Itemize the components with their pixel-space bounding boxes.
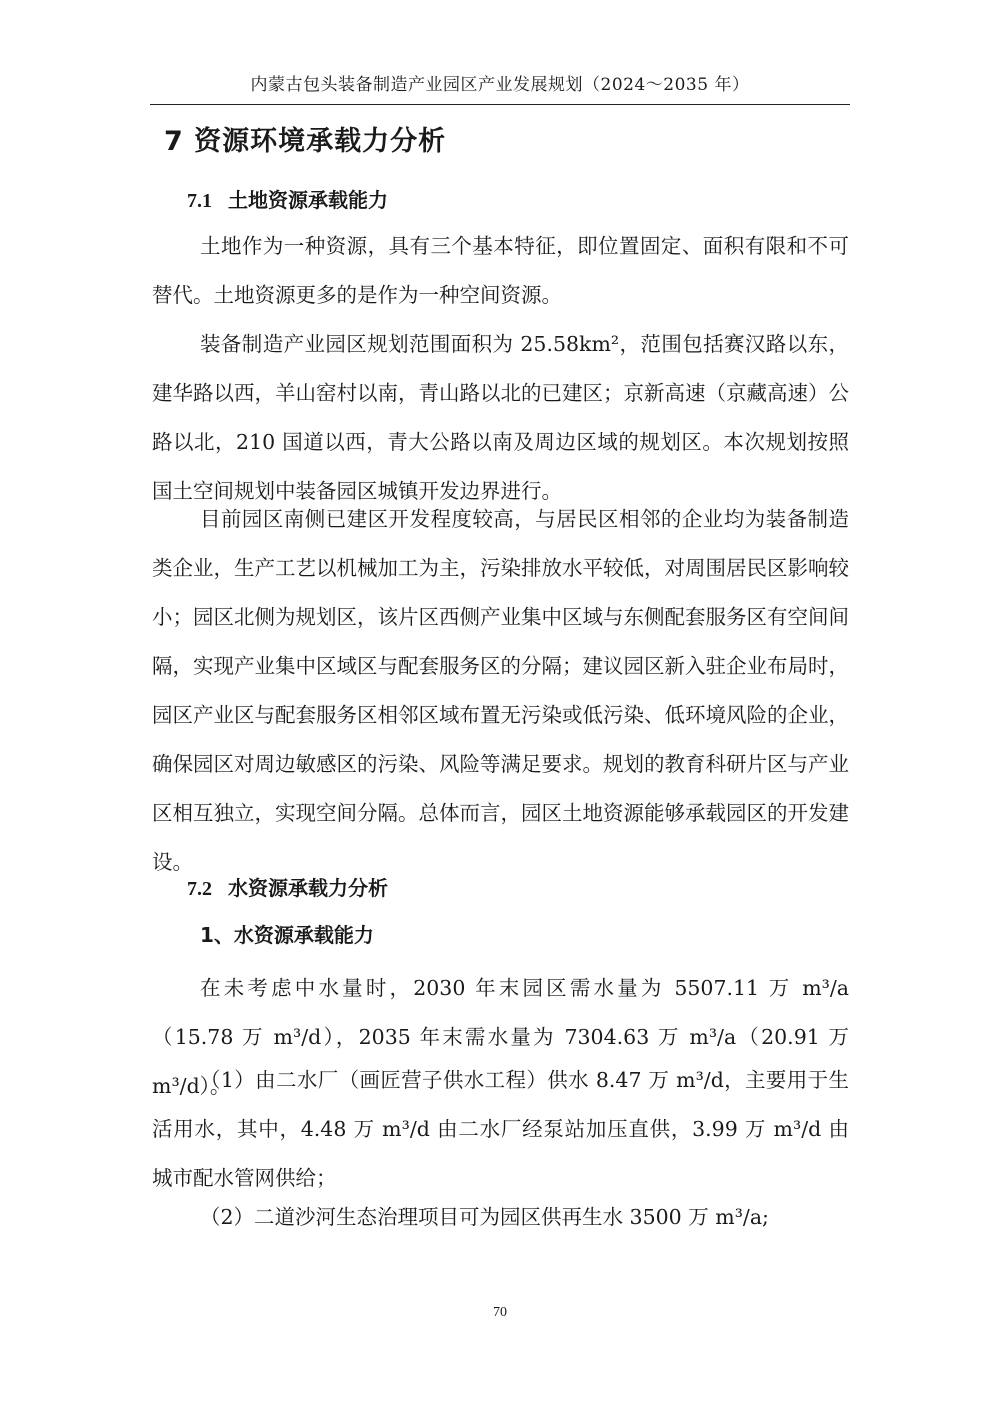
section-title: 土地资源承载能力 (228, 188, 388, 212)
section-number: 7.2 (187, 878, 212, 900)
paragraph: 在未考虑中水量时，2030 年末园区需水量为 5507.11 万 m³/a（15.78 万 m³/d），2035 年末需水量为 7304.63 万 m³/a（20.91 万 m³/d）。 (152, 976, 849, 1098)
paragraph: 装备制造产业园区规划范围面积为 25.58km²，范围包括赛汉路以东，建华路以西，羊山窑村以南，青山路以北的已建区；京新高速（京藏高速）公路以北，210 国道以西，青大公路以南及周边区域的规划区。本次规划按照国土空间规划中装备园区城镇开发边界进行。 (152, 332, 849, 503)
subsection-title: 1、水资源承载能力 (200, 923, 374, 947)
paragraph: 土地作为一种资源，具有三个基本特征，即位置固定、面积有限和不可替代。土地资源更多的是作为一种空间资源。 (152, 234, 849, 307)
page-number: 70 (493, 1305, 507, 1320)
section-heading-7-1 (187, 184, 388, 213)
paragraph: （2）二道沙河生态治理项目可为园区供再生水 3500 万 m³/a; (200, 1205, 769, 1229)
paragraph: （1）由二水厂（画匠营子供水工程）供水 8.47 万 m³/d，主要用于生活用水，其中，4.48 万 m³/d 由二水厂经泵站加压直供，3.99 万 m³/d 由城市配水管网供给； (152, 1068, 849, 1190)
section-title: 水资源承载力分析 (228, 876, 388, 900)
chapter-title: 7 资源环境承载力分析 (164, 126, 447, 157)
page-header: 内蒙古包头装备制造产业园区产业发展规划（2024～2035 年） (250, 75, 750, 95)
section-number: 7.1 (187, 190, 212, 212)
paragraph: 目前园区南侧已建区开发程度较高，与居民区相邻的企业均为装备制造类企业，生产工艺以机械加工为主，污染排放水平较低，对周围居民区影响较小；园区北侧为规划区，该片区西侧产业集中区域与东侧配套服务区有空间间隔，实现产业集中区域区与配套服务区的分隔；建议园区新入驻企业布局时，园区产业区与配套服务区相邻区域布置无污染或低污染、低环境风险的企业，确保园区对周边敏感区的污染、风险等满足要求。规划的教育科研片区与产业区相互独立，实现空间分隔。总体而言，园区土地资源能够承载园区的开发建设。 (152, 507, 849, 874)
header-divider (150, 104, 850, 105)
section-heading-7-2 (187, 872, 388, 901)
